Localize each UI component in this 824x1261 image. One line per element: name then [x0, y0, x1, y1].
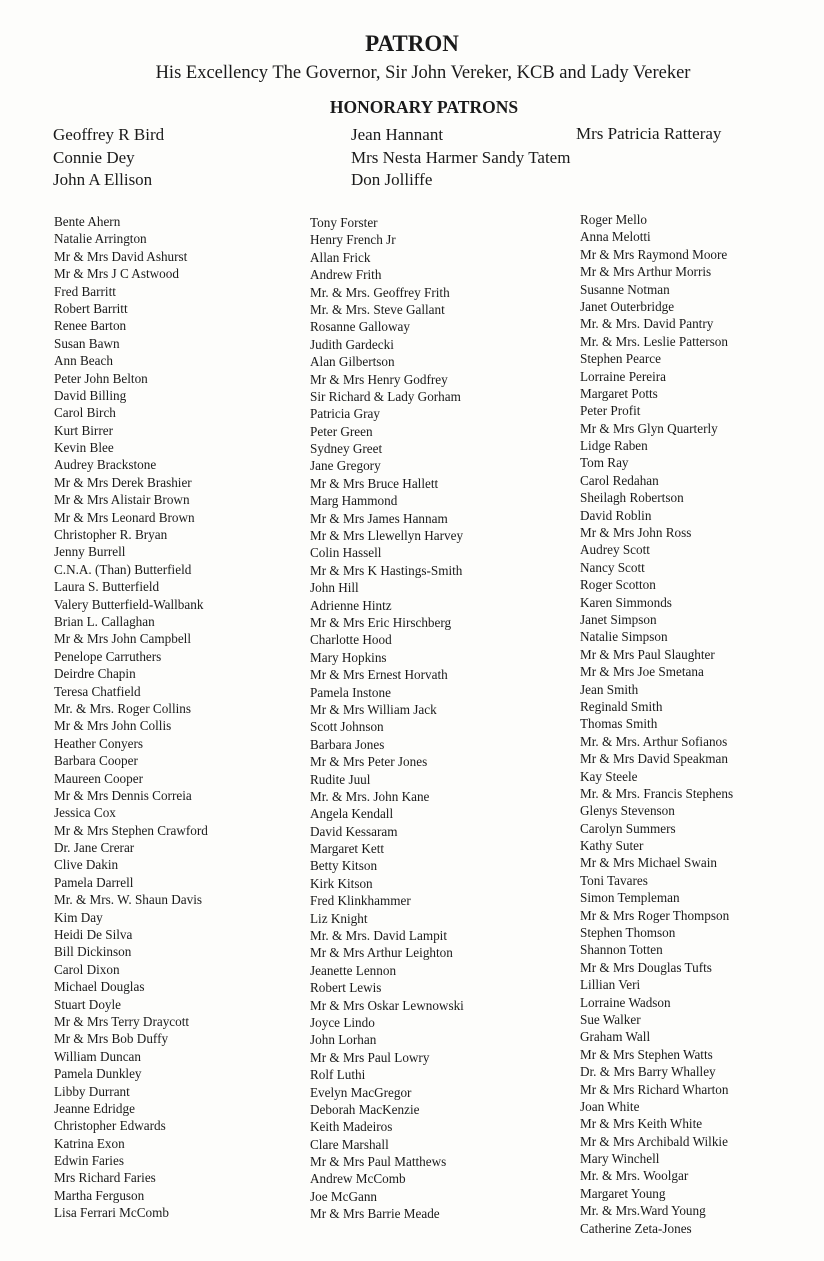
name-entry: Dr. Jane Crerar	[54, 840, 135, 856]
name-entry: Kim Day	[54, 909, 103, 925]
name-entry: Kirk Kitson	[310, 875, 373, 891]
name-entry: Mr & Mrs William Jack	[310, 701, 437, 717]
name-entry: Mr & Mrs Bob Duffy	[54, 1031, 169, 1047]
name-entry: Mr. & Mrs. David Lampit	[310, 928, 447, 944]
name-entry: Jessica Cox	[54, 805, 116, 821]
name-entry: Adrienne Hintz	[310, 597, 392, 613]
name-entry: Don Jolliffe	[351, 170, 433, 189]
name-entry: Peter Profit	[580, 403, 641, 419]
name-entry: Mr & Mrs Dennis Correia	[54, 787, 192, 803]
name-entry: Martha Ferguson	[54, 1187, 145, 1203]
name-entry: John Lorhan	[310, 1032, 377, 1048]
name-entry: Peter Green	[310, 423, 373, 439]
name-entry: Evelyn MacGregor	[310, 1084, 412, 1100]
name-entry: Dr. & Mrs Barry Whalley	[580, 1064, 716, 1080]
name-entry: Judith Gardecki	[310, 336, 394, 352]
name-entry: Joe McGann	[310, 1188, 378, 1204]
name-entry: Mr & Mrs Keith White	[580, 1116, 703, 1132]
name-entry: Barbara Cooper	[54, 753, 138, 769]
name-entry: Kathy Suter	[580, 838, 644, 854]
names-column-2	[310, 214, 464, 1223]
name-entry: Nancy Scott	[580, 559, 645, 575]
name-entry: Mrs Nesta Harmer Sandy Tatem	[351, 147, 571, 167]
name-entry: Janet Simpson	[580, 611, 657, 627]
name-entry: Margaret Potts	[580, 385, 658, 401]
name-entry: Mr & Mrs John Ross	[580, 525, 692, 541]
name-entry: Mr & Mrs Paul Slaughter	[580, 646, 715, 662]
name-entry: Margaret Young	[580, 1185, 666, 1201]
name-entry: Mr & Mrs Peter Jones	[310, 754, 428, 770]
name-entry: Andrew McComb	[310, 1171, 406, 1187]
name-entry: Marg Hammond	[310, 493, 398, 509]
name-entry: Mr & Mrs Eric Hirschberg	[310, 614, 452, 630]
name-entry: Stephen Thomson	[580, 925, 676, 941]
name-entry: David Kessaram	[310, 823, 398, 839]
name-entry: Mr & Mrs David Ashurst	[54, 248, 188, 264]
name-entry: Audrey Brackstone	[54, 457, 157, 473]
name-entry: David Roblin	[580, 507, 652, 523]
honorary-patrons-column-1	[53, 124, 164, 192]
name-entry: Mr & Mrs Joe Smetana	[580, 664, 704, 680]
name-entry: Mr. & Mrs.Ward Young	[580, 1203, 706, 1219]
name-entry: Rudite Juul	[310, 771, 371, 787]
name-entry: Audrey Scott	[580, 542, 650, 558]
name-entry: Keith Madeiros	[310, 1119, 393, 1135]
name-entry: Mr & Mrs John Campbell	[54, 631, 192, 647]
name-entry: Stephen Pearce	[580, 351, 661, 367]
name-entry: Mr. & Mrs. Geoffrey Frith	[310, 284, 450, 300]
name-entry: Mr & Mrs Terry Draycott	[54, 1013, 190, 1029]
name-entry: Mrs Richard Faries	[54, 1170, 156, 1186]
name-entry: Jeanette Lennon	[310, 962, 397, 978]
name-entry: Fred Klinkhammer	[310, 893, 411, 909]
name-entry: Sue Walker	[580, 1011, 641, 1027]
name-entry: Robert Barritt	[54, 300, 128, 316]
name-entry: Teresa Chatfield	[54, 683, 141, 699]
name-entry: Toni Tavares	[580, 872, 648, 888]
name-entry: Sheilagh Robertson	[580, 490, 684, 506]
name-entry: Jean Hannant	[351, 125, 444, 144]
name-entry: Mr & Mrs Arthur Leighton	[310, 945, 453, 961]
name-entry: Kurt Birrer	[54, 422, 113, 438]
name-entry: Glenys Stevenson	[580, 803, 675, 819]
name-entry: Maureen Cooper	[54, 770, 143, 786]
name-entry: Angela Kendall	[310, 806, 394, 822]
name-entry: Peter John Belton	[54, 370, 148, 386]
name-entry: Alan Gilbertson	[310, 354, 395, 370]
name-entry: Charlotte Hood	[310, 632, 392, 648]
name-entry: Tony Forster	[310, 215, 378, 230]
name-entry: Mr & Mrs Arthur Morris	[580, 264, 712, 280]
name-entry: Barbara Jones	[310, 736, 385, 752]
name-entry: Mr & Mrs Archibald Wilkie	[580, 1133, 728, 1149]
name-entry: Lorraine Pereira	[580, 368, 667, 384]
name-entry: Valery Butterfield-Wallbank	[54, 596, 204, 612]
name-entry: Betty Kitson	[310, 858, 378, 874]
name-entry: Michael Douglas	[54, 979, 145, 995]
patron-heading: PATRON	[365, 31, 459, 56]
name-entry: Allan Frick	[310, 249, 371, 265]
honorary-patrons-heading: HONORARY PATRONS	[329, 97, 519, 117]
name-entry: Mr & Mrs Stephen Crawford	[54, 822, 208, 838]
name-entry: Colin Hassell	[310, 545, 382, 561]
name-entry: Mr & Mrs Henry Godfrey	[310, 371, 448, 387]
name-entry: Mr & Mrs Paul Matthews	[310, 1154, 447, 1170]
name-entry: Mr & Mrs Michael Swain	[580, 855, 717, 871]
name-entry: John A Ellison	[53, 170, 153, 189]
name-entry: Mr. & Mrs. W. Shaun Davis	[54, 892, 203, 908]
name-entry: Geoffrey R Bird	[53, 125, 165, 144]
name-entry: Christopher R. Bryan	[54, 527, 168, 543]
name-entry: Renee Barton	[54, 318, 127, 334]
name-entry: Mr & Mrs Douglas Tufts	[580, 959, 712, 975]
name-entry: Natalie Arrington	[54, 231, 147, 247]
name-entry: Henry French Jr	[310, 232, 396, 248]
patron-name: His Excellency The Governor, Sir John Vereker, KCB and Lady Vereker	[155, 63, 691, 83]
name-entry: Catherine Zeta-Jones	[580, 1220, 692, 1236]
name-entry: Mr. & Mrs. David Pantry	[580, 316, 714, 332]
honorary-patrons-column-3	[576, 123, 721, 146]
name-entry: Jane Gregory	[310, 458, 381, 474]
name-entry: Carol Dixon	[54, 961, 120, 977]
name-entry: Pamela Darrell	[54, 874, 134, 890]
name-entry: Roger Mello	[580, 212, 648, 227]
name-entry: Katrina Exon	[54, 1135, 125, 1151]
name-entry: Mr & Mrs John Collis	[54, 718, 172, 734]
name-entry: Janet Outerbridge	[580, 298, 675, 314]
honorary-patrons-column-2	[351, 124, 570, 192]
name-entry: Natalie Simpson	[580, 629, 668, 645]
name-entry: Carolyn Summers	[580, 820, 676, 836]
name-entry: Libby Durrant	[54, 1083, 130, 1099]
name-entry: Reginald Smith	[580, 698, 663, 714]
name-entry: Mr & Mrs J C Astwood	[54, 266, 179, 282]
name-entry: Mr. & Mrs. Roger Collins	[54, 700, 192, 716]
name-entry: Scott Johnson	[310, 719, 384, 735]
name-entry: Deirdre Chapin	[54, 666, 136, 682]
name-entry: Rolf Luthi	[310, 1067, 366, 1083]
name-entry: Heather Conyers	[54, 735, 143, 751]
name-entry: Mrs Patricia Ratteray	[576, 124, 722, 143]
name-entry: Sydney Greet	[310, 441, 383, 457]
name-entry: Mary Hopkins	[310, 649, 387, 665]
name-entry: Mr & Mrs Barrie Meade	[310, 1206, 440, 1222]
name-entry: Jean Smith	[580, 681, 639, 697]
name-entry: Carol Birch	[54, 405, 116, 421]
name-entry: Anna Melotti	[580, 229, 651, 245]
name-entry: Mr & Mrs David Speakman	[580, 751, 728, 767]
name-entry: Mr. & Mrs. Steve Gallant	[310, 301, 445, 317]
name-entry: Graham Wall	[580, 1029, 651, 1045]
name-entry: Mary Winchell	[580, 1151, 660, 1167]
name-entry: Carol Redahan	[580, 472, 659, 488]
name-entry: Clive Dakin	[54, 857, 119, 873]
name-entry: Ann Beach	[54, 353, 113, 369]
name-entry: Susanne Notman	[580, 281, 670, 297]
name-entry: Mr & Mrs Ernest Horvath	[310, 667, 448, 683]
name-entry: Bente Ahern	[54, 214, 121, 229]
name-entry: Mr & Mrs K Hastings-Smith	[310, 562, 463, 578]
name-entry: Mr & Mrs Richard Wharton	[580, 1081, 729, 1097]
name-entry: Laura S. Butterfield	[54, 579, 160, 595]
name-entry: Mr. & Mrs. Arthur Sofianos	[580, 733, 728, 749]
name-entry: Pamela Dunkley	[54, 1066, 142, 1082]
name-entry: Kevin Blee	[54, 440, 114, 456]
name-entry: Tom Ray	[580, 455, 629, 471]
name-entry: Margaret Kett	[310, 841, 385, 857]
name-entry: Connie Dey	[53, 147, 135, 167]
name-entry: Susan Bawn	[54, 335, 120, 351]
name-entry: Roger Scotton	[580, 577, 656, 593]
name-entry: Thomas Smith	[580, 716, 658, 732]
name-entry: Fred Barritt	[54, 283, 116, 299]
name-entry: Karen Simmonds	[580, 594, 672, 610]
name-entry: Brian L. Callaghan	[54, 613, 155, 629]
name-entry: Rosanne Galloway	[310, 319, 410, 335]
name-entry: Jenny Burrell	[54, 544, 126, 560]
name-entry: Penelope Carruthers	[54, 648, 162, 664]
name-entry: Mr & Mrs Raymond Moore	[580, 246, 728, 262]
name-entry: Robert Lewis	[310, 980, 382, 996]
name-entry: Joan White	[580, 1098, 640, 1114]
name-entry: Jeanne Edridge	[54, 1100, 135, 1116]
name-entry: C.N.A. (Than) Butterfield	[54, 561, 192, 577]
name-entry: Mr & Mrs Alistair Brown	[54, 492, 190, 508]
name-entry: Mr. & Mrs. Leslie Patterson	[580, 333, 728, 349]
name-entry: Mr & Mrs Bruce Hallett	[310, 475, 439, 491]
name-entry: Mr & Mrs Llewellyn Harvey	[310, 528, 464, 544]
name-entry: Mr. & Mrs. John Kane	[310, 788, 430, 804]
names-column-1	[54, 213, 208, 1222]
name-entry: Mr & Mrs Derek Brashier	[54, 474, 192, 490]
name-entry: Joyce Lindo	[310, 1014, 375, 1030]
name-entry: Bill Dickinson	[54, 944, 132, 960]
name-entry: Clare Marshall	[310, 1136, 389, 1152]
name-entry: Andrew Frith	[310, 267, 382, 283]
name-entry: Heidi De Silva	[54, 927, 133, 943]
name-entry: Mr & Mrs Glyn Quarterly	[580, 420, 718, 436]
name-entry: Lisa Ferrari McComb	[54, 1205, 169, 1221]
name-entry: Deborah MacKenzie	[310, 1101, 420, 1117]
name-entry: Mr & Mrs Stephen Watts	[580, 1046, 713, 1062]
name-entry: Pamela Instone	[310, 684, 391, 700]
name-entry: Liz Knight	[310, 910, 368, 926]
name-entry: John Hill	[310, 580, 359, 596]
name-entry: Mr & Mrs Leonard Brown	[54, 509, 195, 525]
names-column-3	[580, 211, 733, 1237]
name-entry: Stuart Doyle	[54, 996, 122, 1012]
name-entry: Lidge Raben	[580, 438, 648, 454]
name-entry: Sir Richard & Lady Gorham	[310, 388, 461, 404]
name-entry: Mr & Mrs Roger Thompson	[580, 907, 730, 923]
name-entry: Mr & Mrs James Hannam	[310, 510, 448, 526]
name-entry: Shannon Totten	[580, 942, 663, 958]
name-entry: Mr & Mrs Oskar Lewnowski	[310, 997, 464, 1013]
name-entry: Mr. & Mrs. Francis Stephens	[580, 785, 734, 801]
name-entry: Edwin Faries	[54, 1153, 124, 1169]
name-entry: William Duncan	[54, 1048, 141, 1064]
name-entry: Kay Steele	[580, 768, 638, 784]
name-entry: Mr. & Mrs. Woolgar	[580, 1168, 689, 1184]
name-entry: Lillian Veri	[580, 977, 641, 993]
name-entry: Christopher Edwards	[54, 1118, 166, 1134]
name-entry: Lorraine Wadson	[580, 994, 671, 1010]
name-entry: Simon Templeman	[580, 890, 680, 906]
name-entry: Mr & Mrs Paul Lowry	[310, 1049, 430, 1065]
name-entry: David Billing	[54, 387, 127, 403]
name-entry: Patricia Gray	[310, 406, 380, 422]
